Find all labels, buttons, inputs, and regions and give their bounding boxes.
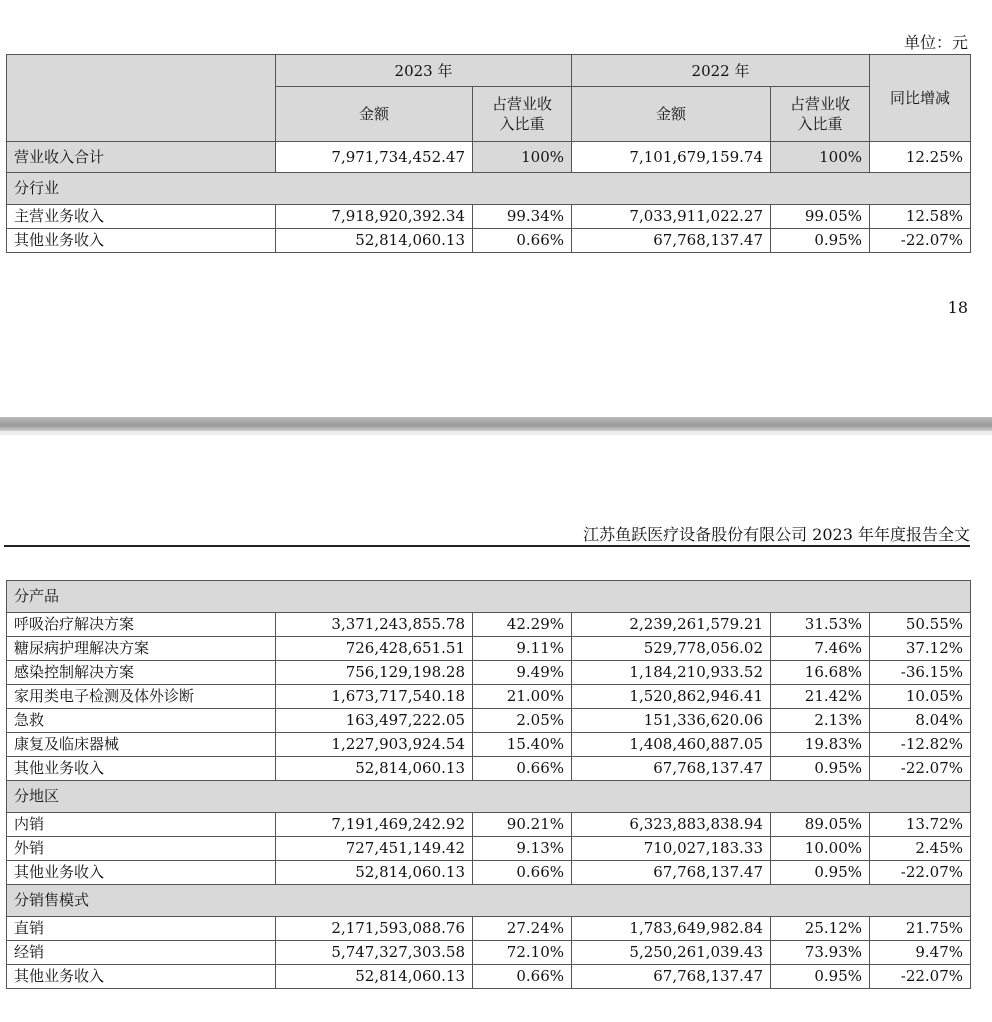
- row-label: 内销: [7, 813, 276, 837]
- amount-2023: 2,171,593,088.76: [276, 917, 473, 941]
- page-number: 18: [947, 298, 968, 317]
- amount-2023: 726,428,651.51: [276, 637, 473, 661]
- section-row: [7, 581, 971, 613]
- ratio-2023: 42.29%: [473, 613, 572, 637]
- section-row: [7, 173, 971, 205]
- ratio-2022: 0.95%: [771, 861, 870, 885]
- row-label: 主营业务收入: [7, 205, 276, 229]
- amount-2022: 529,778,056.02: [572, 637, 771, 661]
- ratio-2022: 0.95%: [771, 757, 870, 781]
- table-row: [7, 965, 971, 989]
- header-amount-2022: 金额: [572, 87, 771, 142]
- ratio-2022: 16.68%: [771, 661, 870, 685]
- yoy-change: 2.45%: [870, 837, 971, 861]
- amount-2022: 6,323,883,838.94: [572, 813, 771, 837]
- header-rule: [4, 545, 970, 547]
- section-title: 分销售模式: [7, 885, 971, 917]
- yoy-change: 37.12%: [870, 637, 971, 661]
- total-yoy: 12.25%: [870, 142, 971, 173]
- amount-2023: 52,814,060.13: [276, 757, 473, 781]
- row-label: 家用类电子检测及体外诊断: [7, 685, 276, 709]
- row-label: 急救: [7, 709, 276, 733]
- amount-2022: 5,250,261,039.43: [572, 941, 771, 965]
- row-label: 呼吸治疗解决方案: [7, 613, 276, 637]
- ratio-2022: 31.53%: [771, 613, 870, 637]
- ratio-2023: 0.66%: [473, 757, 572, 781]
- ratio-2023: 9.11%: [473, 637, 572, 661]
- section-title: 分产品: [7, 581, 971, 613]
- ratio-2023: 2.05%: [473, 709, 572, 733]
- yoy-change: 12.58%: [870, 205, 971, 229]
- table-row: [7, 709, 971, 733]
- header-year-2023: 2023 年: [276, 55, 572, 87]
- amount-2023: 7,918,920,392.34: [276, 205, 473, 229]
- amount-2022: 1,520,862,946.41: [572, 685, 771, 709]
- amount-2022: 1,408,460,887.05: [572, 733, 771, 757]
- unit-label: 单位：元: [903, 33, 968, 52]
- ratio-2023: 99.34%: [473, 205, 572, 229]
- amount-2023: 3,371,243,855.78: [276, 613, 473, 637]
- table-row: [7, 205, 971, 229]
- revenue-table-top: [6, 54, 971, 253]
- total-ratio-2022: 100%: [771, 142, 870, 173]
- table-row: [7, 229, 971, 253]
- ratio-2023: 0.66%: [473, 861, 572, 885]
- total-row: [7, 142, 971, 173]
- row-label: 其他业务收入: [7, 229, 276, 253]
- section-row: [7, 885, 971, 917]
- ratio-2022: 7.46%: [771, 637, 870, 661]
- ratio-2022: 21.42%: [771, 685, 870, 709]
- total-amount-2022: 7,101,679,159.74: [572, 142, 771, 173]
- amount-2023: 7,191,469,242.92: [276, 813, 473, 837]
- amount-2022: 1,184,210,933.52: [572, 661, 771, 685]
- header-amount-2023: 金额: [276, 87, 473, 142]
- table-row: [7, 917, 971, 941]
- yoy-change: -12.82%: [870, 733, 971, 757]
- amount-2022: 2,239,261,579.21: [572, 613, 771, 637]
- ratio-2023: 0.66%: [473, 965, 572, 989]
- revenue-table-bottom: [6, 580, 971, 989]
- amount-2023: 1,673,717,540.18: [276, 685, 473, 709]
- header-row-years: [7, 55, 971, 87]
- yoy-change: -36.15%: [870, 661, 971, 685]
- ratio-2023: 0.66%: [473, 229, 572, 253]
- section-title: 分地区: [7, 781, 971, 813]
- amount-2022: 710,027,183.33: [572, 837, 771, 861]
- table-row: [7, 941, 971, 965]
- amount-2022: 67,768,137.47: [572, 861, 771, 885]
- amount-2022: 67,768,137.47: [572, 229, 771, 253]
- ratio-2023: 27.24%: [473, 917, 572, 941]
- ratio-2023: 90.21%: [473, 813, 572, 837]
- amount-2023: 756,129,198.28: [276, 661, 473, 685]
- amount-2022: 67,768,137.47: [572, 757, 771, 781]
- yoy-change: -22.07%: [870, 757, 971, 781]
- ratio-2023: 15.40%: [473, 733, 572, 757]
- row-label: 其他业务收入: [7, 965, 276, 989]
- table-row: [7, 733, 971, 757]
- row-label: 康复及临床器械: [7, 733, 276, 757]
- table-row: [7, 613, 971, 637]
- header-ratio-2023: 占营业收入比重: [473, 87, 572, 142]
- row-label: 经销: [7, 941, 276, 965]
- yoy-change: -22.07%: [870, 965, 971, 989]
- amount-2022: 7,033,911,022.27: [572, 205, 771, 229]
- yoy-change: 13.72%: [870, 813, 971, 837]
- yoy-change: 50.55%: [870, 613, 971, 637]
- ratio-2022: 19.83%: [771, 733, 870, 757]
- amount-2022: 67,768,137.47: [572, 965, 771, 989]
- ratio-2022: 0.95%: [771, 229, 870, 253]
- ratio-2023: 72.10%: [473, 941, 572, 965]
- yoy-change: 21.75%: [870, 917, 971, 941]
- ratio-2022: 0.95%: [771, 965, 870, 989]
- section-title: 分行业: [7, 173, 971, 205]
- page-break-shadow: [0, 431, 992, 435]
- section-row: [7, 781, 971, 813]
- amount-2023: 5,747,327,303.58: [276, 941, 473, 965]
- table-row: [7, 861, 971, 885]
- table-row: [7, 685, 971, 709]
- row-label: 糖尿病护理解决方案: [7, 637, 276, 661]
- table-row: [7, 661, 971, 685]
- header-year-2022: 2022 年: [572, 55, 870, 87]
- yoy-change: 10.05%: [870, 685, 971, 709]
- amount-2023: 52,814,060.13: [276, 229, 473, 253]
- amount-2023: 1,227,903,924.54: [276, 733, 473, 757]
- ratio-2023: 9.49%: [473, 661, 572, 685]
- ratio-2022: 25.12%: [771, 917, 870, 941]
- ratio-2022: 10.00%: [771, 837, 870, 861]
- row-label: 其他业务收入: [7, 757, 276, 781]
- ratio-2022: 89.05%: [771, 813, 870, 837]
- yoy-change: 8.04%: [870, 709, 971, 733]
- amount-2023: 727,451,149.42: [276, 837, 473, 861]
- ratio-2023: 9.13%: [473, 837, 572, 861]
- amount-2023: 163,497,222.05: [276, 709, 473, 733]
- yoy-change: 9.47%: [870, 941, 971, 965]
- ratio-2022: 99.05%: [771, 205, 870, 229]
- amount-2023: 52,814,060.13: [276, 861, 473, 885]
- amount-2022: 1,783,649,982.84: [572, 917, 771, 941]
- running-header: 江苏鱼跃医疗设备股份有限公司 2023 年年度报告全文: [583, 525, 970, 544]
- total-amount-2023: 7,971,734,452.47: [276, 142, 473, 173]
- row-label: 外销: [7, 837, 276, 861]
- total-ratio-2023: 100%: [473, 142, 572, 173]
- amount-2023: 52,814,060.13: [276, 965, 473, 989]
- page-break-divider: [0, 417, 992, 431]
- table-row: [7, 813, 971, 837]
- ratio-2022: 2.13%: [771, 709, 870, 733]
- ratio-2023: 21.00%: [473, 685, 572, 709]
- row-label: 直销: [7, 917, 276, 941]
- table-row: [7, 837, 971, 861]
- yoy-change: -22.07%: [870, 861, 971, 885]
- header-ratio-2022: 占营业收入比重: [771, 87, 870, 142]
- table-row: [7, 757, 971, 781]
- yoy-change: -22.07%: [870, 229, 971, 253]
- row-label: 其他业务收入: [7, 861, 276, 885]
- table-row: [7, 637, 971, 661]
- row-label: 感染控制解决方案: [7, 661, 276, 685]
- header-yoy: 同比增减: [870, 55, 971, 142]
- ratio-2022: 73.93%: [771, 941, 870, 965]
- header-corner-cell: [7, 55, 276, 142]
- total-label: 营业收入合计: [7, 142, 276, 173]
- amount-2022: 151,336,620.06: [572, 709, 771, 733]
